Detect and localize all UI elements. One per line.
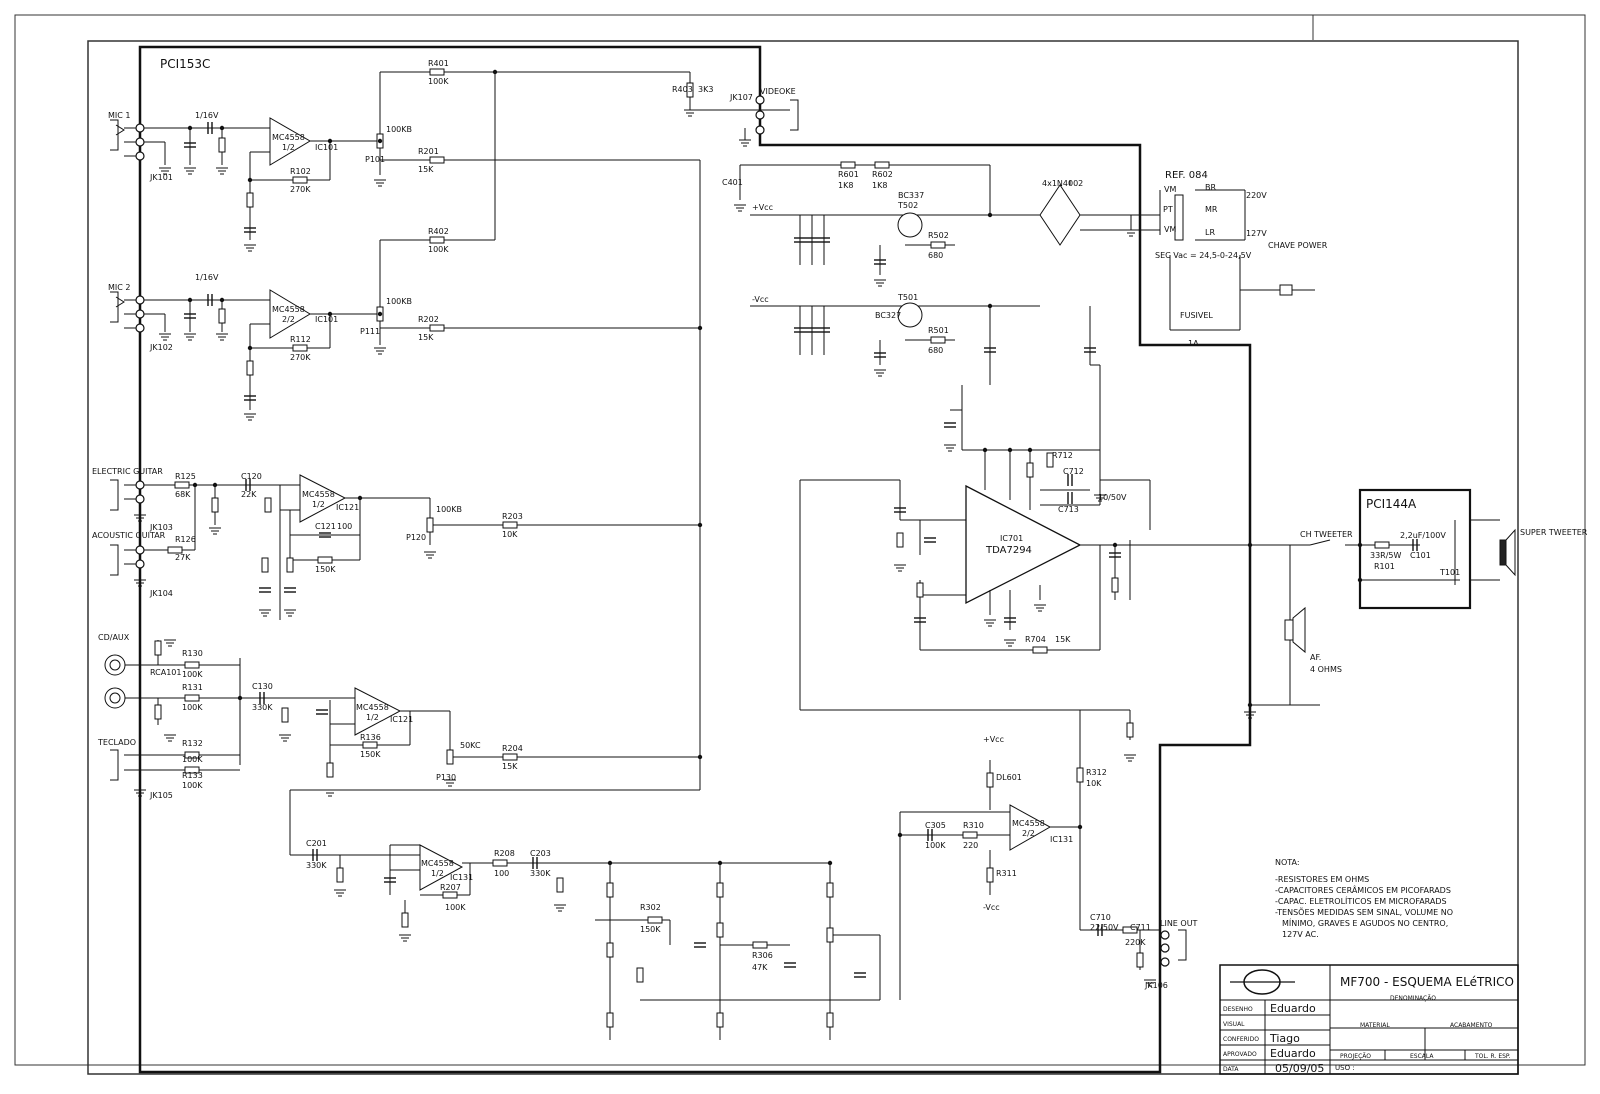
r202-ref: R202	[418, 315, 439, 324]
ic131b-part: MC4558	[1012, 819, 1045, 828]
r202-val: 15K	[418, 333, 434, 342]
c305-ref: C305	[925, 821, 946, 830]
cdaux-label: CD/AUX	[98, 633, 130, 642]
r203-ref: R203	[502, 512, 523, 521]
lr-label: LR	[1205, 228, 1216, 237]
ic131a-unit: 1/2	[431, 869, 444, 878]
r208-val: 100	[494, 869, 510, 878]
r404-ref: C711	[1130, 923, 1151, 932]
r130-val: 100K	[182, 670, 203, 679]
title-block-title: MF700 - ESQUEMA ELéTRICO	[1340, 975, 1514, 989]
vcc-pos-2: +Vcc	[983, 735, 1004, 744]
r310-ref: R310	[963, 821, 984, 830]
ic131a-part: MC4558	[421, 859, 454, 868]
chave-label: CHAVE POWER	[1268, 241, 1328, 250]
vm2-label: VM	[1164, 225, 1177, 234]
c203-val: 330K	[530, 869, 551, 878]
aprovado-label: APROVADO	[1223, 1051, 1257, 1058]
v127-label: 127V	[1246, 229, 1267, 238]
jk104-label: JK104	[150, 589, 173, 598]
data-label: DATA	[1223, 1066, 1239, 1073]
tol-label: TOL. R. ESP.	[1475, 1053, 1511, 1060]
title-block-denominacao: DENOMINAÇÃO	[1390, 995, 1436, 1002]
r311-ref: DL601	[996, 773, 1022, 782]
r401-ref: R401	[428, 59, 449, 68]
r310-val: 220	[963, 841, 979, 850]
fuse-label: 1A	[1188, 339, 1199, 348]
c120-val: 22K	[241, 490, 257, 499]
r601-ref: R601	[838, 170, 859, 179]
ic121a-part: MC4558	[302, 490, 335, 499]
c201-val: 330K	[306, 861, 327, 870]
t502-ref: T502	[898, 201, 919, 210]
r404-val: 220K	[1125, 938, 1146, 947]
jk102-label: JK102	[150, 343, 173, 352]
desenho-label: DESENHO	[1223, 1006, 1253, 1013]
r136-ref: R136	[360, 733, 381, 742]
r502-ref: R502	[928, 231, 949, 240]
r712-ref: R712	[1052, 451, 1073, 460]
jk103-label: JK103	[150, 523, 173, 532]
mic2-section	[110, 72, 700, 410]
r125-val: 68K	[175, 490, 191, 499]
c101-ref: C101	[1410, 551, 1431, 560]
ic131b-unit: 2/2	[1022, 829, 1035, 838]
r125-ref: R125	[175, 472, 196, 481]
tda7294-part: TDA7294	[986, 545, 1032, 556]
jk106-label: JK106	[1145, 981, 1168, 990]
speaker-imp: 4 OHMS	[1310, 665, 1342, 674]
ic101a-unit: 1/2	[282, 143, 295, 152]
board-label-main: PCI153C	[160, 57, 211, 71]
mic1-section	[110, 72, 760, 790]
r132-val: 100K	[182, 755, 203, 764]
videoke-jack	[745, 100, 798, 140]
c305-val: 100K	[925, 841, 946, 850]
p130-val: 50KC	[460, 741, 481, 750]
p120-ref: P120	[406, 533, 427, 542]
c130-ref: C130	[252, 682, 273, 691]
pci144a-label: PCI144A	[1366, 497, 1417, 511]
notes-line-2: -CAPACITORES CERÂMICOS EM PICOFARADS	[1275, 886, 1451, 895]
notes-line-3: -CAPAC. ELETROLÍTICOS EM MICROFARADS	[1275, 897, 1447, 906]
r402-ref: R402	[428, 227, 449, 236]
jk101-label: JK101	[150, 173, 173, 182]
notes-line-6: 127V AC.	[1282, 930, 1319, 939]
r403-val: 3K3	[698, 85, 714, 94]
r101-ref: R101	[1374, 562, 1395, 571]
notes-line-1: -RESISTORES EM OHMS	[1275, 875, 1370, 884]
bridge-label: 4x1N4002	[1042, 179, 1084, 188]
ic131a-ref: IC131	[450, 873, 474, 882]
r302-val: 150K	[640, 925, 661, 934]
rca101-label: RCA101	[150, 668, 182, 677]
ic131b-ref: IC131	[1050, 835, 1074, 844]
speaker-section	[1250, 540, 1360, 705]
r502-val: 680	[928, 251, 944, 260]
c401-val: 22/50V	[1090, 923, 1119, 932]
ic121b-ref: IC121	[390, 715, 414, 724]
r133-ref: R133	[182, 771, 203, 780]
c121-ref: C121	[315, 522, 336, 531]
acabamento-label: ACABAMENTO	[1450, 1022, 1493, 1029]
t101-ref: T101	[1440, 568, 1461, 577]
r203-val: 10K	[502, 530, 518, 539]
teclado-label: TECLADO	[98, 738, 137, 747]
c201-ref: C201	[306, 839, 327, 848]
notes-line-5: MÍNIMO, GRAVES E AGUDOS NO CENTRO,	[1282, 919, 1449, 928]
p130-ref: P130	[436, 773, 457, 782]
dl601-label: C401	[722, 178, 743, 187]
r401-val: 100K	[428, 77, 449, 86]
r501-ref: R501	[928, 326, 949, 335]
data-value: 05/09/05	[1275, 1062, 1325, 1075]
r201-val: 15K	[418, 165, 434, 174]
r132-ref: R132	[182, 739, 203, 748]
ic101a-part: MC4558	[272, 133, 305, 142]
r306-ref: R306	[752, 951, 773, 960]
r312-ref: R311	[996, 869, 1017, 878]
acoustic-label: ACOUSTIC GUITAR	[92, 531, 166, 540]
uso-label: USO :	[1335, 1064, 1355, 1072]
r131-ref: R131	[182, 683, 203, 692]
r112-ref: R112	[290, 335, 311, 344]
br-label: BR	[1205, 183, 1217, 192]
c203-ref: C203	[530, 849, 551, 858]
p111-ref: P111	[360, 327, 381, 336]
guitar-section	[110, 475, 700, 620]
r126-val: 27K	[175, 553, 191, 562]
c113-val: 1/16V	[195, 273, 219, 282]
r306-val: 47K	[752, 963, 768, 972]
vm1-label: VM	[1164, 185, 1177, 194]
c103-val: 1/16V	[195, 111, 219, 120]
c713-val: 10/50V	[1098, 493, 1127, 502]
electric-label: ELECTRIC GUITAR	[92, 467, 163, 476]
r315-val: 10K	[1086, 779, 1102, 788]
desenho-value: Eduardo	[1270, 1002, 1316, 1015]
c713-ref: C713	[1058, 505, 1079, 514]
t501-ref: T501	[898, 293, 919, 302]
c401-ref: C710	[1090, 913, 1111, 922]
r204-ref: R204	[502, 744, 523, 753]
escala-label: ESCALA	[1410, 1053, 1434, 1060]
ic121b-part: MC4558	[356, 703, 389, 712]
ch-tweeter-label: CH TWEETER	[1300, 530, 1353, 539]
ic121b-unit: 1/2	[366, 713, 379, 722]
vcc-neg-label: -Vcc	[752, 295, 769, 304]
aprovado-value: Eduardo	[1270, 1047, 1316, 1060]
mr-label: MR	[1205, 205, 1218, 214]
notes-block	[1275, 858, 1453, 939]
r207-ref: R207	[440, 883, 461, 892]
r201-ref: R201	[418, 147, 439, 156]
jk105-label: JK105	[150, 791, 173, 800]
videoke-label: VIDEOKE	[760, 87, 796, 96]
visual-label: VISUAL	[1223, 1021, 1245, 1028]
r126-ref: R126	[175, 535, 196, 544]
r112-val: 270K	[290, 353, 311, 362]
c121-val: 100	[337, 522, 353, 531]
sec-label: SEC Vac = 24,5-0-24,5V	[1155, 251, 1252, 260]
c101-val: 2,2uF/100V	[1400, 531, 1446, 540]
v220-label: 220V	[1246, 191, 1267, 200]
r315-ref: R312	[1086, 768, 1107, 777]
r122-val: 150K	[315, 565, 336, 574]
r704-val: 15K	[1055, 635, 1071, 644]
ic121a-ref: IC121	[336, 503, 360, 512]
r601-val: 1K8	[838, 181, 854, 190]
r133-val: 100K	[182, 781, 203, 790]
lineout-label: LINE OUT	[1160, 919, 1198, 928]
ref084-label: REF. 084	[1165, 170, 1208, 181]
conferido-value: Tiago	[1270, 1032, 1300, 1045]
r602-ref: R602	[872, 170, 893, 179]
c712-ref: C712	[1063, 467, 1084, 476]
r102-ref: R102	[290, 167, 311, 176]
r204-val: 15K	[502, 762, 518, 771]
material-label: MATERIAL	[1360, 1022, 1390, 1029]
mic2-label: MIC 2	[108, 283, 131, 292]
r101-val: 33R/5W	[1370, 551, 1402, 560]
r402-val: 100K	[428, 245, 449, 254]
vcc-pos-label: +Vcc	[752, 203, 773, 212]
tda7294-ref: IC701	[1000, 534, 1024, 543]
r704-ref: R704	[1025, 635, 1046, 644]
t501-part: BC327	[875, 311, 902, 320]
amp-section	[800, 450, 1320, 705]
r302-ref: R302	[640, 903, 661, 912]
super-tweeter-label: SUPER TWEETER	[1520, 528, 1588, 537]
r130-ref: R130	[182, 649, 203, 658]
r602-val: 1K8	[872, 181, 888, 190]
p120-val: 100KB	[436, 505, 463, 514]
fusivel-label: FUSIVEL	[1180, 311, 1213, 320]
speaker-label: AF.	[1310, 653, 1322, 662]
mic1-label: MIC 1	[108, 111, 131, 120]
ic121a-unit: 1/2	[312, 500, 325, 509]
ic101b-unit: 2/2	[282, 315, 295, 324]
r131-val: 100K	[182, 703, 203, 712]
t502-part: BC337	[898, 191, 925, 200]
ic101a-ref: IC101	[315, 143, 339, 152]
notes-title: NOTA:	[1275, 858, 1300, 867]
ic101b-ref: IC101	[315, 315, 339, 324]
ic101b-part: MC4558	[272, 305, 305, 314]
p111-val: 100KB	[386, 297, 413, 306]
r102-val: 270K	[290, 185, 311, 194]
c120-ref: C120	[241, 472, 262, 481]
vcc-neg-2: -Vcc	[983, 903, 1000, 912]
r207-val: 100K	[445, 903, 466, 912]
c130-val: 330K	[252, 703, 273, 712]
conferido-label: CONFERIDO	[1223, 1036, 1259, 1043]
p101-ref: P101	[365, 155, 386, 164]
r501-val: 680	[928, 346, 944, 355]
r136-val: 150K	[360, 750, 381, 759]
power-section	[740, 165, 1315, 450]
p101-val: 100KB	[386, 125, 413, 134]
notes-line-4: -TENSÕES MEDIDAS SEM SINAL, VOLUME NO	[1275, 908, 1454, 917]
r208-ref: R208	[494, 849, 515, 858]
projecao-label: PROJEÇÃO	[1340, 1053, 1371, 1060]
pt-label: PT	[1163, 205, 1173, 214]
jk107-label: JK107	[730, 93, 753, 102]
r403-ref: R403	[672, 85, 693, 94]
